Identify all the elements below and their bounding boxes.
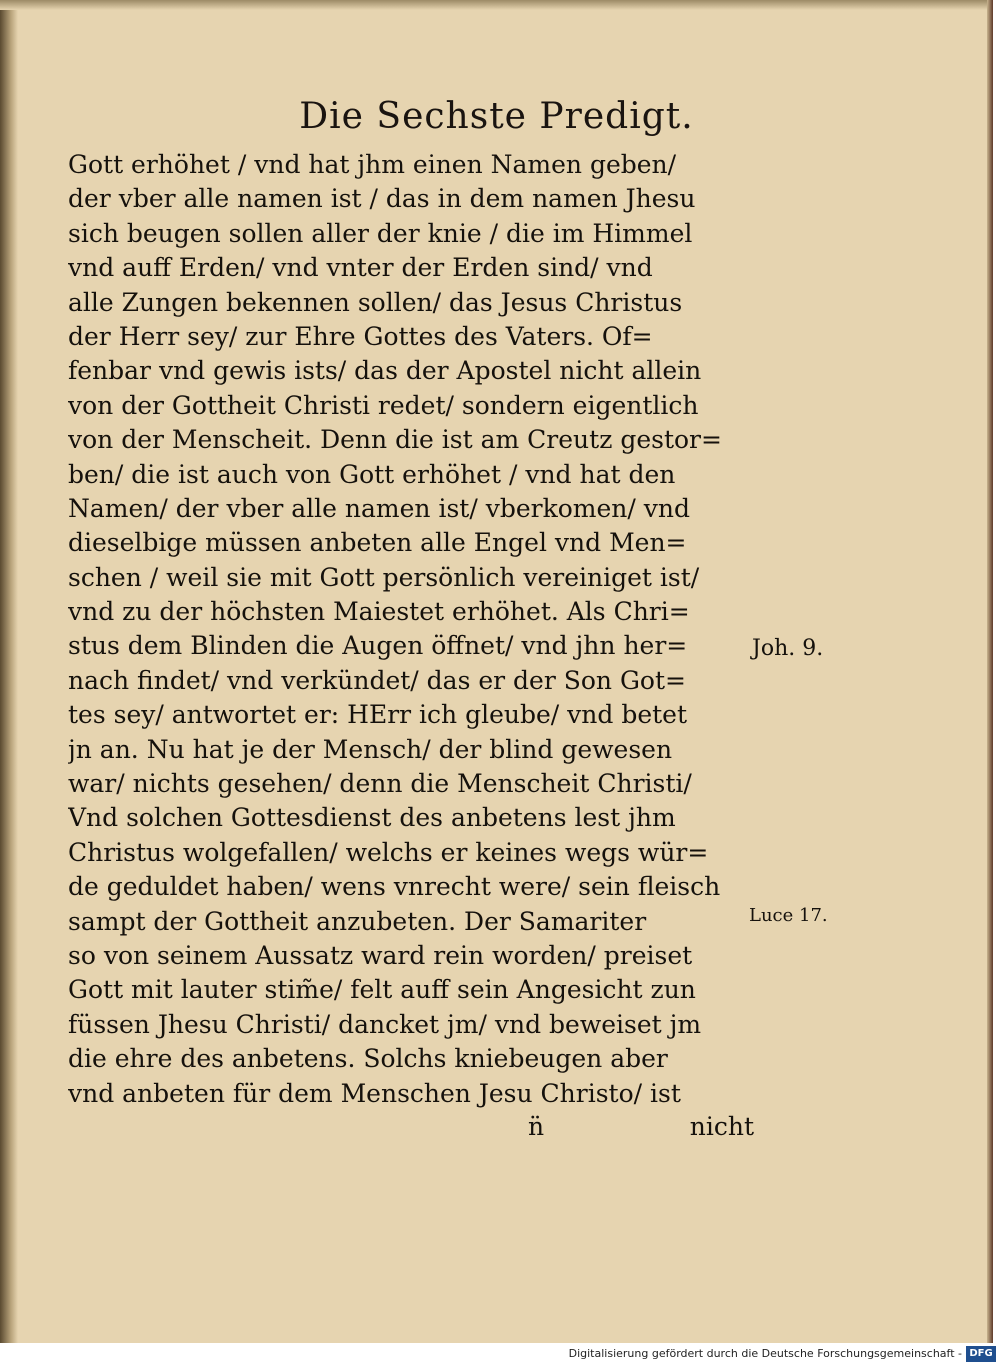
footer-bar bbox=[0, 1343, 1000, 1367]
text-line: Vnd solchen Gottesdienst des anbetens lest jhm bbox=[68, 803, 676, 833]
text-line: vnd zu der höchsten Maiestet erhöhet. Als Chri= bbox=[68, 597, 690, 627]
page-right-edge bbox=[987, 0, 993, 1343]
funding-credit: Digitalisierung gefördert durch die Deutsche Forschungsgemeinschaft - bbox=[568, 1347, 962, 1360]
text-line: war/ nichts gesehen/ denn die Menscheit Christi/ bbox=[68, 769, 692, 799]
text-line: de geduldet haben/ wens vnrecht were/ sein fleisch bbox=[68, 872, 721, 902]
text-line: die ehre des anbetens. Solchs kniebeugen aber bbox=[68, 1044, 668, 1074]
text-line: nach findet/ vnd verkündet/ das er der Son Got= bbox=[68, 665, 686, 695]
text-line: dieselbige müssen anbeten alle Engel vnd Men= bbox=[68, 528, 687, 558]
text-line: schen / weil sie mit Gott persönlich vereiniget ist/ bbox=[68, 562, 700, 592]
text-line: von der Gottheit Christi redet/ sondern eigentlich bbox=[68, 390, 699, 420]
page-top-edge bbox=[0, 0, 993, 10]
text-line: der Herr sey/ zur Ehre Gottes des Vaters. Of= bbox=[68, 321, 653, 351]
text-line: sich beugen sollen aller der knie / die im Himmel bbox=[68, 218, 693, 248]
text-line: füssen Jhesu Christi/ dancket jm/ vnd beweiset jm bbox=[68, 1009, 702, 1039]
page-gutter-shadow bbox=[0, 0, 18, 1343]
signature-mark: n̈ bbox=[528, 1112, 545, 1141]
margin-note-john: Joh. 9. bbox=[752, 636, 824, 661]
text-line: stus dem Blinden die Augen öffnet/ vnd jhn her= bbox=[68, 631, 688, 661]
text-line: Gott mit lauter stim̃e/ felt auff sein Angesicht zun bbox=[68, 975, 696, 1005]
margin-note-luke: Luce 17. bbox=[749, 905, 828, 926]
text-line: Christus wolgefallen/ welchs er keines wegs wür= bbox=[68, 837, 709, 867]
text-line: der vber alle namen ist / das in dem namen Jhesu bbox=[68, 184, 696, 214]
text-line: alle Zungen bekennen sollen/ das Jesus Christus bbox=[68, 287, 683, 317]
text-line: Gott erhöhet / vnd hat jhm einen Namen geben/ bbox=[68, 150, 677, 179]
text-line: tes sey/ antwortet er: HErr ich gleube/ vnd betet bbox=[68, 700, 688, 730]
text-line: sampt der Gottheit anzubeten. Der Samariter bbox=[68, 906, 647, 936]
running-header: Die Sechste Predigt. bbox=[299, 96, 694, 137]
text-line: fenbar vnd gewis ists/ das der Apostel nicht allein bbox=[68, 356, 702, 386]
body-text bbox=[68, 148, 758, 1111]
text-line: ben/ die ist auch von Gott erhöhet / vnd hat den bbox=[68, 459, 676, 489]
text-line: jn an. Nu hat je der Mensch/ der blind gewesen bbox=[68, 734, 673, 764]
text-line: vnd anbeten für dem Menschen Jesu Christo/ ist bbox=[68, 1078, 681, 1108]
text-line: so von seinem Aussatz ward rein worden/ preiset bbox=[68, 940, 693, 970]
text-line: vnd auff Erden/ vnd vnter der Erden sind/ vnd bbox=[68, 253, 653, 283]
dfg-logo: DFG bbox=[966, 1346, 996, 1362]
text-line: Namen/ der vber alle namen ist/ vberkomen/ vnd bbox=[68, 493, 690, 523]
catchword: nicht bbox=[689, 1112, 754, 1141]
text-line: von der Menscheit. Denn die ist am Creutz gestor= bbox=[68, 425, 722, 455]
page-foot bbox=[68, 1112, 758, 1146]
